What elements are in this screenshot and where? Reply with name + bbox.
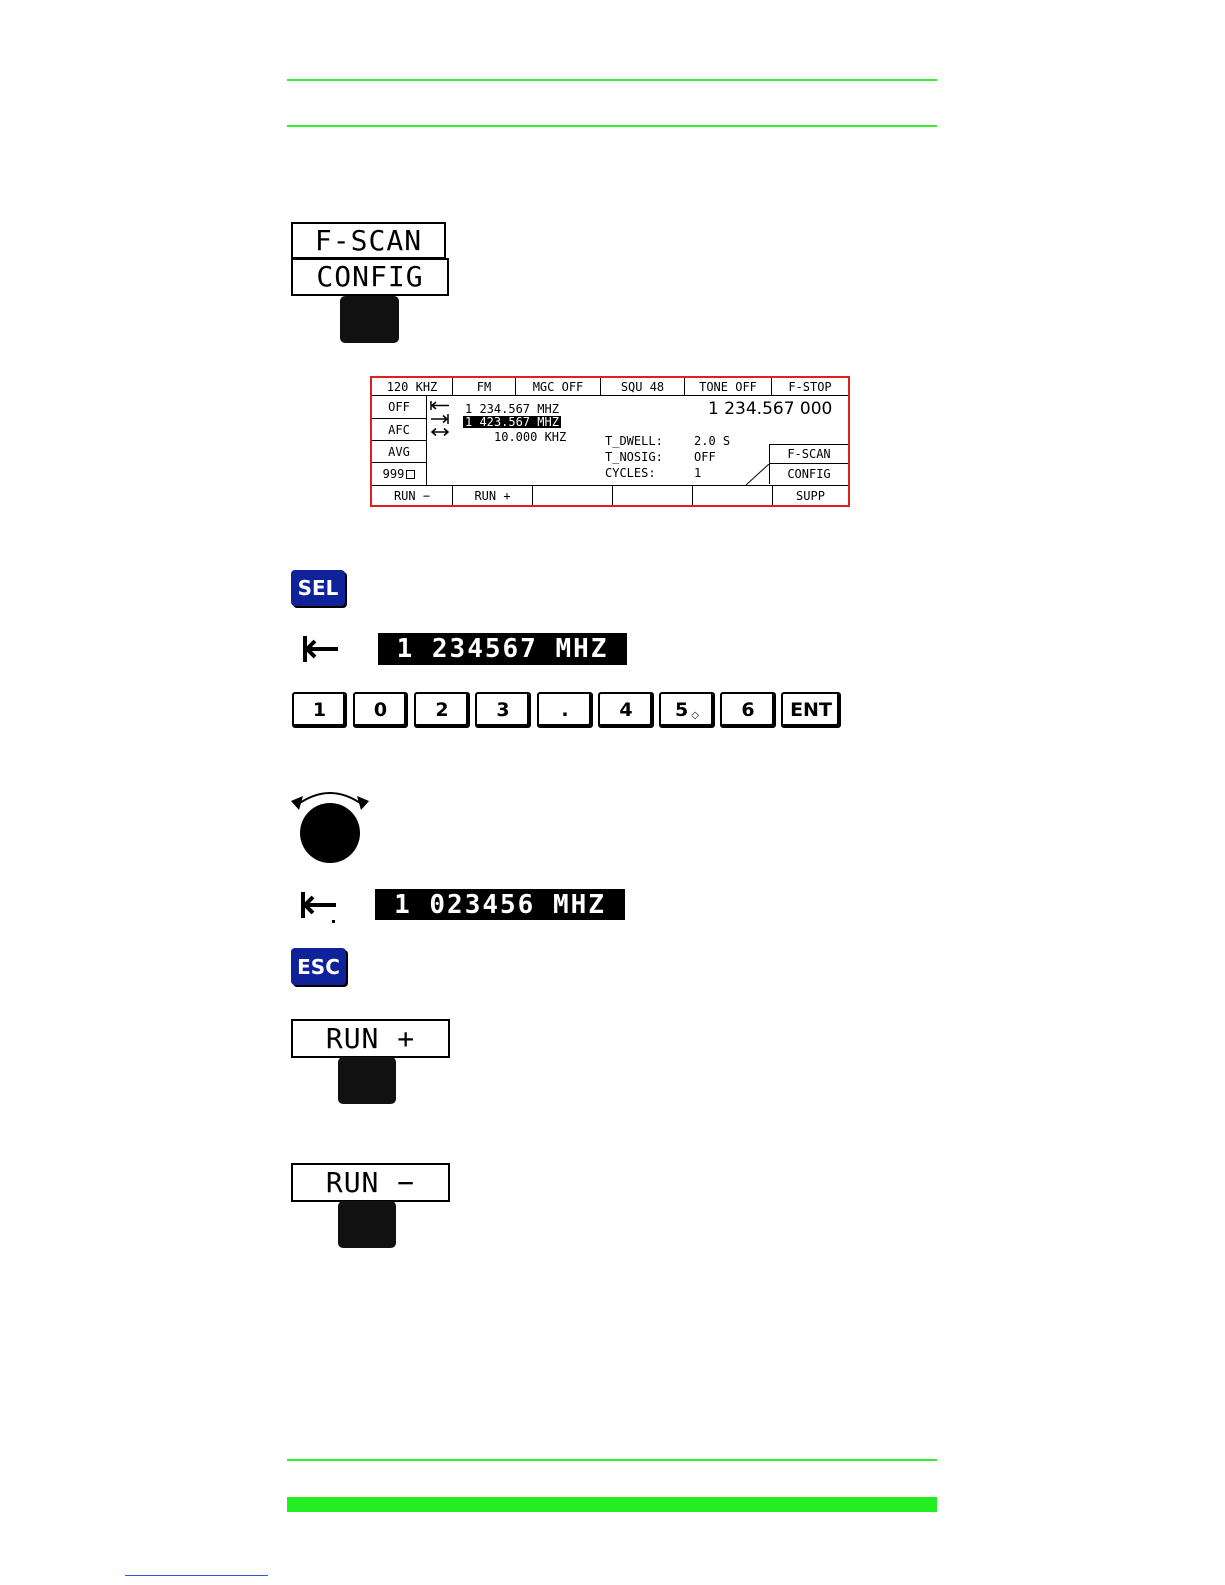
run-plus-label: RUN + (291, 1019, 450, 1058)
key-2[interactable]: 2 (414, 692, 470, 728)
lcd-bottom-empty-5[interactable] (693, 486, 772, 505)
lcd-param-value[interactable]: OFF (694, 450, 716, 464)
lcd-left-avg[interactable]: AVG (388, 444, 410, 459)
header-rule-bottom (287, 125, 937, 127)
lcd-bottom-run-plus[interactable]: RUN + (474, 488, 511, 503)
config-label: CONFIG (291, 258, 449, 296)
lcd-left-999-label: 999 (382, 467, 405, 481)
lcd-top-bandwidth[interactable]: 120 KHZ (386, 379, 438, 394)
key-5-label: 5 (675, 699, 689, 721)
key-1[interactable]: 1 (292, 692, 347, 728)
lcd-param-label: T_DWELL: (605, 434, 663, 448)
softkey-connector-icon (746, 464, 770, 485)
esc-key[interactable]: ESC (291, 948, 346, 985)
rotary-knob-icon[interactable] (289, 787, 371, 863)
diamond-icon: ◇ (691, 709, 699, 721)
fscan-config-softkey[interactable] (340, 296, 399, 343)
lcd-main-frequency: 1 234.567 000 (708, 399, 833, 419)
start-frequency-icon (302, 634, 340, 664)
key-6[interactable]: 6 (720, 692, 776, 728)
run-minus-softkey[interactable] (338, 1201, 396, 1248)
lcd-top-mgc[interactable]: MGC OFF (532, 379, 584, 394)
start-frequency-field[interactable]: 1 234567 MHZ (378, 633, 627, 665)
key-0[interactable]: 0 (353, 692, 408, 728)
run-plus-softkey[interactable] (338, 1057, 396, 1104)
lcd-param-label: CYCLES: (605, 466, 656, 480)
footer-bar (287, 1497, 937, 1512)
lcd-param-value[interactable]: 2.0 S (694, 434, 731, 448)
sel-key[interactable]: SEL (291, 570, 345, 606)
lcd-start-frequency[interactable]: 1 234.567 MHZ (465, 402, 559, 416)
lcd-param-label: T_NOSIG: (605, 450, 663, 464)
lcd-top-demod[interactable]: FM (476, 379, 492, 394)
key-3[interactable]: 3 (475, 692, 531, 728)
lcd-stop-frequency[interactable]: 1 423.567 MHZ (465, 415, 559, 429)
lcd-param-value[interactable]: 1 (694, 466, 702, 480)
lcd-left-999[interactable] (372, 463, 426, 485)
lcd-right-config[interactable]: CONFIG (769, 464, 848, 484)
header-rule-top (287, 79, 937, 81)
checkbox-icon (406, 470, 415, 479)
run-minus-label: RUN − (291, 1163, 450, 1202)
start-frequency-icon (300, 890, 340, 924)
lcd-bottom-empty-4[interactable] (613, 486, 692, 505)
lcd-top-tone[interactable]: TONE OFF (699, 379, 757, 394)
footnote-separator (125, 1575, 268, 1576)
lcd-top-squelch[interactable]: SQU 48 (620, 379, 665, 394)
lcd-top-fstop[interactable]: F-STOP (788, 379, 832, 394)
lcd-left-afc[interactable]: AFC (388, 422, 410, 437)
lcd-right-fscan[interactable]: F-SCAN (769, 444, 848, 464)
start-frequency-field-edited[interactable]: 1 023456 MHZ (375, 889, 625, 920)
fscan-label: F-SCAN (291, 222, 446, 259)
key-decimal-point[interactable]: . (537, 692, 593, 728)
scan-range-symbols-icon (429, 400, 451, 438)
lcd-step-width[interactable]: 10.000 KHZ (494, 430, 567, 444)
lcd-bottom-supp[interactable]: SUPP (796, 488, 825, 503)
key-enter[interactable]: ENT (781, 692, 841, 728)
key-5[interactable] (659, 692, 715, 728)
key-4[interactable]: 4 (598, 692, 654, 728)
footer-rule (287, 1459, 937, 1461)
lcd-left-off[interactable]: OFF (388, 400, 410, 414)
lcd-display (370, 376, 850, 507)
lcd-bottom-run-minus[interactable]: RUN − (393, 488, 431, 503)
lcd-bottom-empty-3[interactable] (533, 486, 612, 505)
